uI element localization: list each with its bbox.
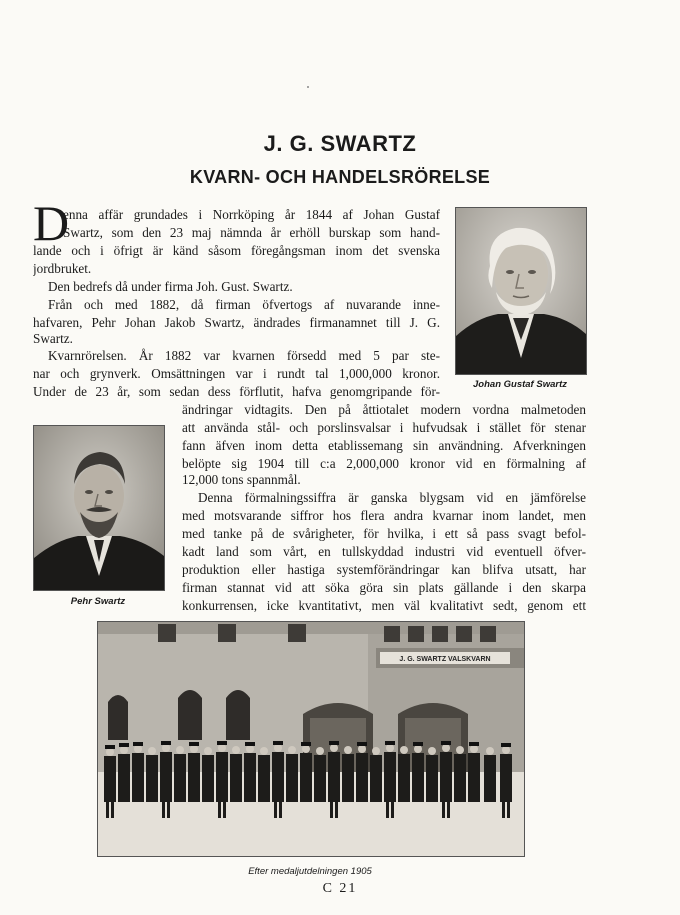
page-subtitle: KVARN- OCH HANDELSRÖRELSE <box>189 167 491 187</box>
text-line: firman stannat vid att söka göra sin plats gällande i den skarpa <box>182 580 586 595</box>
caption-factory: Efter medaljutdelningen 1905 <box>248 866 372 877</box>
text-line: kadt land som vårt, en tullskyddad industri vid eventuell öfver- <box>182 544 586 559</box>
portrait-johan-gustaf-swartz <box>455 207 587 375</box>
text-line: belöpte sig 1904 till c:a 2,000,000 kronor vid en förmalning af <box>182 456 586 471</box>
text-line: Den bedrefs då under firma Joh. Gust. Swartz. <box>48 279 293 294</box>
text-line: med motsvarande siffror hos flera andra kvarnar inom landet, men <box>182 508 586 523</box>
drop-cap: D <box>33 195 70 251</box>
text-line: lande och i öfrigt är känd såsom föregångsman inom det svenska <box>33 243 440 258</box>
text-line: fann äfven inom detta etablissemang sin användning. Afverkningen <box>182 438 586 453</box>
text-line: ändringar vidtagits. Den på åttiotalet modern vordna malmetoden <box>182 402 586 417</box>
page-title: J. G. SWARTZ <box>263 131 417 156</box>
text-line: Swartz, som den 23 maj nämnda år erhöll burskap som hand- <box>63 225 440 240</box>
text-line: produktion eller hastiga systemförändringar kan blifva utsatt, har <box>182 562 586 577</box>
page-number: C 21 <box>322 881 358 896</box>
text-line: Under de 23 år, som sedan dess förflutit, hafva genomgripande för- <box>33 384 440 399</box>
text-line: att använda stål- och porslinsvalsar i hufvudsak i stället för stenar <box>182 420 586 435</box>
portrait-pehr-swartz <box>33 425 165 591</box>
text-line: Denna förmalningssiffra är ganska blygsam vid en jämförelse <box>198 490 586 505</box>
caption-pehr: Pehr Swartz <box>70 596 126 607</box>
text-line: Kvarnrörelsen. År 1882 var kvarnen försedd med 5 par ste- <box>48 348 440 363</box>
factory-photo <box>97 621 525 857</box>
text-line: enna affär grundades i Norrköping år 1844 af Johan Gustaf <box>63 207 440 222</box>
text-line: Swartz. <box>33 331 73 346</box>
text-line: hafvaren, Pehr Johan Jakob Swartz, ändrades firmanamnet till J. G. <box>33 315 440 330</box>
text-line: 12,000 tons spannmål. <box>182 472 301 487</box>
caption-johan: Johan Gustaf Swartz <box>473 379 567 390</box>
text-line: nar och grynverk. Omsättningen var i rundt tal 1,000,000 kronor. <box>33 366 440 381</box>
text-line: konkurrensen, icke kvantitativt, men väl kvalitativt sedt, genom ett <box>182 598 586 613</box>
text-line: med tanke på de svårigheter, för hvilka, i ett så pass svagt befol- <box>182 526 586 541</box>
text-line: Från och med 1882, då firman öfvertogs af nuvarande inne- <box>48 297 440 312</box>
text-line: jordbruket. <box>33 261 92 276</box>
speck <box>307 86 309 88</box>
factory-sign: J. G. SWARTZ VALSKVARN <box>399 656 491 663</box>
